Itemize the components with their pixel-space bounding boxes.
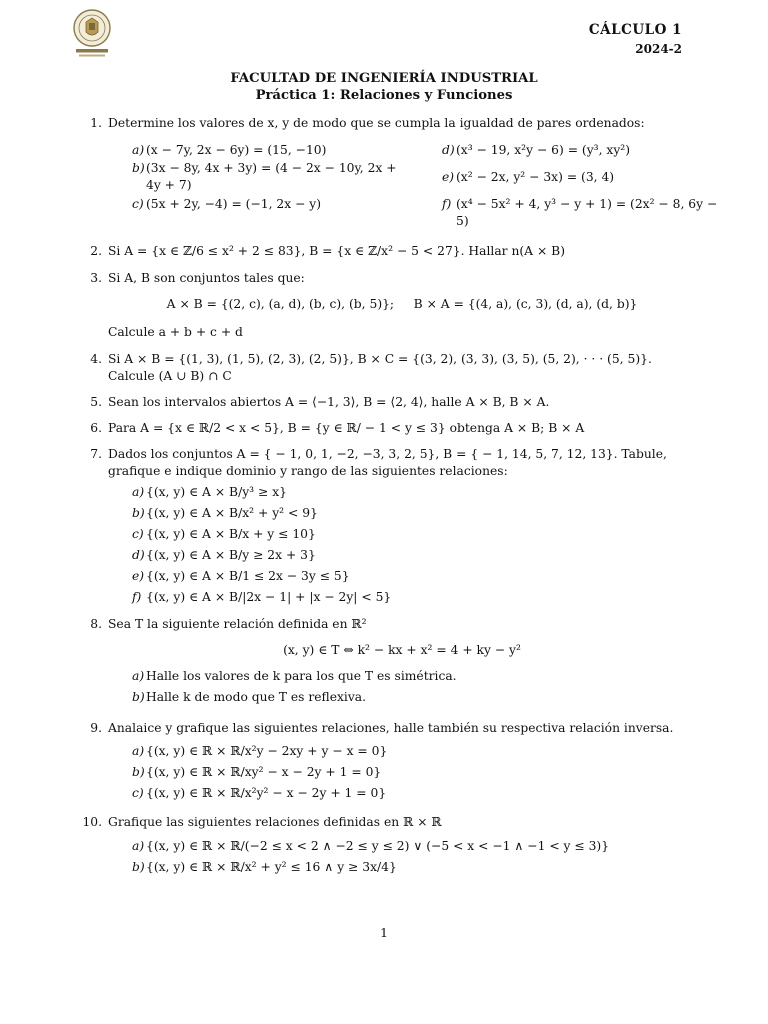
exercise-formula: A × B = {(2, c), (a, d), (b, c), (b, 5)}; B × A = {(4, a), (c, 3), (d, a), (d, b)}	[166, 297, 638, 311]
exercise-number: 7.	[90, 447, 102, 461]
exercise-number: 10.	[82, 815, 102, 829]
exercise-4	[82, 351, 696, 385]
document-title-block	[0, 70, 768, 104]
list-item: c) {(x, y) ∈ ℝ × ℝ/x²y² − x − 2y + 1 = 0}	[132, 786, 387, 800]
exercise-5	[82, 394, 696, 411]
exercise-text: Grafique las siguientes relaciones definidas en ℝ × ℝ	[108, 815, 442, 829]
list-item: d) (x³ − 19, x²y − 6) = (y³, xy²)	[442, 143, 631, 157]
list-item: a) {(x, y) ∈ ℝ × ℝ/(−2 ≤ x < 2 ∧ −2 ≤ y ≤ 2) ∨ (−5 < x < −1 ∧ −1 < y ≤ 3)}	[132, 839, 610, 853]
exercise-number: 6.	[90, 421, 102, 435]
exercise-text: Sea T la siguiente relación definida en ℝ²	[108, 617, 367, 631]
course-header	[589, 22, 682, 56]
exercise-number: 3.	[90, 271, 102, 285]
list-item: f) (x⁴ − 5x² + 4, y³ − y + 1) = (2x² − 8, 6y − 5)	[442, 197, 718, 228]
exercise-number: 9.	[90, 721, 102, 735]
exercise-text: Analaice y grafique las siguientes relaciones, halle también su respectiva relación inversa.	[108, 721, 674, 735]
exercise-formula: (x, y) ∈ T ⇔ k² − kx + x² = 4 + ky − y²	[283, 643, 521, 657]
course-term: 2024-2	[635, 42, 682, 56]
list-item: a) {(x, y) ∈ ℝ × ℝ/x²y − 2xy + y − x = 0}	[132, 744, 388, 758]
exercise-text: Calcule a + b + c + d	[108, 325, 243, 339]
exercise-number: 4.	[90, 352, 102, 366]
exercise-1-subitems	[108, 142, 718, 230]
exercise-text: Si A, B son conjuntos tales que:	[108, 271, 305, 285]
list-item: b) Halle k de modo que T es reflexiva.	[132, 690, 367, 704]
exercise-text: Sean los intervalos abiertos A = ⟨−1, 3⟩, B = ⟨2, 4⟩, halle A × B, B × A.	[108, 395, 550, 409]
exercise-8-subitems	[108, 668, 696, 706]
page-number: 1	[380, 926, 388, 940]
exercise-6	[82, 420, 696, 437]
list-item: e) (x² − 2x, y² − 3x) = (3, 4)	[442, 170, 615, 184]
exercise-8	[82, 616, 696, 706]
exercise-10	[82, 814, 696, 876]
exercise-number: 8.	[90, 617, 102, 631]
list-item: d) {(x, y) ∈ A × B/y ≥ 2x + 3}	[132, 548, 316, 562]
list-item: b) {(x, y) ∈ ℝ × ℝ/x² + y² ≤ 16 ∧ y ≥ 3x/4}	[132, 860, 397, 874]
list-item: c) {(x, y) ∈ A × B/x + y ≤ 10}	[132, 527, 316, 541]
exercise-number: 5.	[90, 395, 102, 409]
exercise-number: 2.	[90, 244, 102, 258]
list-item: a) (x − 7y, 2x − 6y) = (15, −10)	[132, 143, 327, 157]
course-title: CÁLCULO 1	[588, 22, 682, 38]
list-item: e) {(x, y) ∈ A × B/1 ≤ 2x − 3y ≤ 5}	[132, 569, 350, 583]
exercise-text: Para A = {x ∈ ℝ/2 < x < 5}, B = {y ∈ ℝ/ − 1 < y ≤ 3} obtenga A × B; B × A	[108, 421, 585, 435]
exercise-text: Dados los conjuntos A = { − 1, 0, 1, −2, −3, 3, 2, 5}, B = { − 1, 14, 5, 7, 12, 13}. Tabule, grafique e indique dominio y rango de las siguientes relaciones:	[108, 447, 667, 478]
exercise-text: Si A × B = {(1, 3), (1, 5), (2, 3), (2, 5)}, B × C = {(3, 2), (3, 3), (3, 5), (5, 2), · · · (5, 5)}. Calcule (A ∪ B) ∩ C	[108, 352, 652, 383]
exercise-9-subitems	[108, 743, 696, 802]
exercise-9	[82, 720, 696, 802]
exercise-2	[82, 243, 696, 260]
list-item: b) {(x, y) ∈ A × B/x² + y² < 9}	[132, 506, 318, 520]
list-item: b) {(x, y) ∈ ℝ × ℝ/xy² − x − 2y + 1 = 0}	[132, 765, 382, 779]
list-item: c) (5x + 2y, −4) = (−1, 2x − y)	[132, 197, 322, 211]
exercise-list	[82, 115, 718, 876]
list-item: f) {(x, y) ∈ A × B/|2x − 1| + |x − 2y| < 5}	[132, 590, 392, 604]
exercise-text: Determine los valores de x, y de modo que se cumpla la igualdad de pares ordenados:	[108, 116, 645, 130]
list-item: a) Halle los valores de k para los que T es simétrica.	[132, 669, 457, 683]
exercise-7	[82, 446, 696, 606]
exercise-10-subitems	[108, 838, 696, 876]
exercise-1	[82, 115, 718, 230]
exercise-7-subitems	[108, 484, 696, 606]
list-item: a) {(x, y) ∈ A × B/y³ ≥ x}	[132, 485, 287, 499]
exercise-3	[82, 270, 696, 341]
exercise-number: 1.	[90, 116, 102, 130]
exercise-text: Si A = {x ∈ ℤ/6 ≤ x² + 2 ≤ 83}, B = {x ∈ ℤ/x² − 5 < 27}. Hallar n(A × B)	[108, 244, 565, 258]
list-item: b) (3x − 8y, 4x + 3y) = (4 − 2x − 10y, 2x + 4y + 7)	[132, 161, 397, 192]
faculty-title: FACULTAD DE INGENIERÍA INDUSTRIAL	[230, 71, 538, 86]
university-seal-logo	[70, 8, 114, 60]
practice-title: Práctica 1: Relaciones y Funciones	[255, 88, 513, 103]
